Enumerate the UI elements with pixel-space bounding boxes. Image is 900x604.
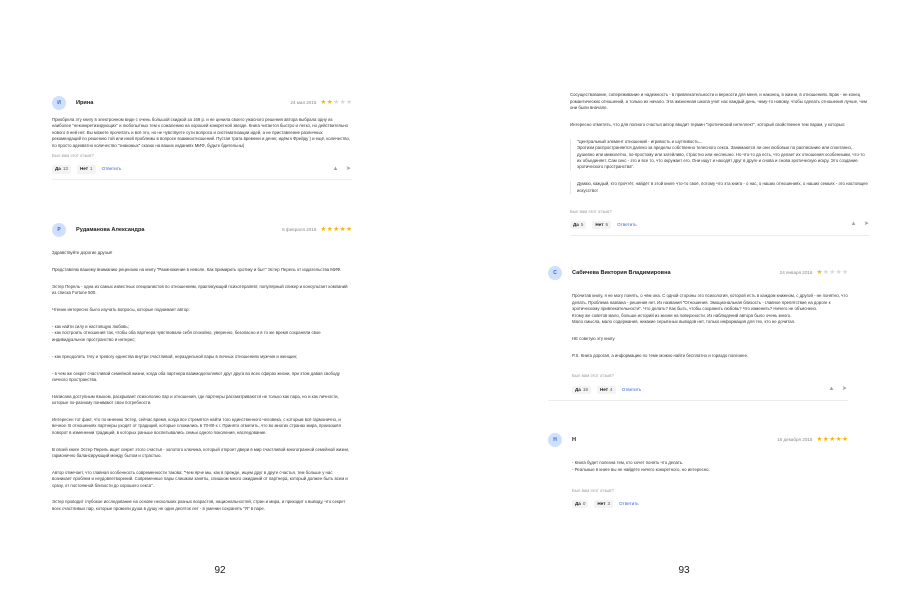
vote-yes-button[interactable] xyxy=(570,221,586,229)
vote-no-label: Нет xyxy=(79,166,89,172)
review-paragraph: В своей книге Эстер Перель ищет секрет этого счастья - золотого ключика, который откроет двери в мир счастливой многогранной семейной жизни, гармонично балансирующий между бытом и страстью. xyxy=(52,446,350,458)
review-paragraph: P.S. Книга дорогая, а информацию по теме можно найти бесплатно и гораздо полезнее. xyxy=(572,352,749,358)
review-card-4 xyxy=(548,432,848,510)
review-footer xyxy=(548,384,848,396)
review-header xyxy=(548,265,848,281)
review-author[interactable]: Н xyxy=(572,436,577,443)
reply-link[interactable]: Ответить xyxy=(101,166,122,172)
divider xyxy=(52,179,352,180)
review-paragraph: Представляю вашему вниманию рецензию на книгу "Размножение в неволе. Как примирить эротику и быт" Эстер Перель от издательства МИФ. xyxy=(52,267,342,273)
helpful-prompt: Был вам этот отзыв? xyxy=(52,153,94,159)
rating-stars xyxy=(816,437,848,444)
page-number: 92 xyxy=(214,565,226,576)
vote-no-label: Нет xyxy=(595,221,604,227)
star-icon: ★ xyxy=(333,225,340,233)
review-body xyxy=(570,86,870,205)
footer-icons xyxy=(828,386,848,393)
review-quote: "Центральный элемент отношений - игривость и шутливость... Эротизм распространяется далеко за пределы собственно телесного секса. Занимаются ли они любовью по расписанию или спонтанно, душевно или мимолетно, по-простому или затейливо, страстно или неспешно. Но что-то да есть, что делает их отношения особенными, что-то их объединяет. Сам секс - это и все то, что окружает его. Они ищут и находят друг в друге и снова и снова эротическую искру. Это создание эротического пространства". xyxy=(570,139,870,171)
rating-stars xyxy=(816,270,848,277)
reply-link[interactable]: Ответить xyxy=(619,500,639,506)
star-icon: ★ xyxy=(835,435,842,443)
star-icon: ★ xyxy=(339,225,346,233)
review-body xyxy=(52,117,352,149)
review-header xyxy=(52,222,352,238)
footer-icons xyxy=(850,221,870,228)
page-number: 93 xyxy=(678,565,690,576)
vote-yes-count: 13 xyxy=(62,166,68,172)
star-icon: ★ xyxy=(842,435,848,443)
star-icon: ★ xyxy=(326,225,333,233)
thumb-icon[interactable]: ▲ xyxy=(828,386,835,393)
helpful-prompt: Был вам этот отзыв? xyxy=(572,487,614,493)
review-paragraph: Эстер проводит глубокое исследование на основе нескольких разных возрастов, национальностей, стран и мира, и приходит к выводу, что секрет всех счастливых пар, которые прожили душа в душу не один десяток лет - в умении сохранять "Я" в паре. xyxy=(52,499,346,511)
vote-yes-button[interactable] xyxy=(52,165,71,173)
review-body xyxy=(548,454,848,484)
review-footer xyxy=(570,219,870,231)
review-header xyxy=(52,95,352,111)
share-arrow-icon[interactable]: ➤ xyxy=(841,386,848,393)
review-date: 24 мая 2015 xyxy=(290,99,317,105)
star-icon: ★ xyxy=(816,435,823,443)
review-author[interactable]: Рудаманова Александра xyxy=(76,226,145,233)
thumb-icon[interactable]: ▲ xyxy=(850,221,857,228)
vote-no-button[interactable] xyxy=(77,165,96,173)
review-paragraph: Эстер Перель - одна из самых известных специалистов по отношениям, практикующий психотерапевт, популярный спикер и консультант компаний из списка Fortune 500. xyxy=(52,284,348,296)
review-paragraph: Интересен тот факт, что по мнению Эстер, сейчас время, когда все стремятся найти того единственного человека, с которым всё гармонично, и вечное. В отношениях партнеры уходят от традиций, которые сложились в 70-80-х г. Принято отметить, что во многих странах мира, произошёл поворот в изменении традиций, в которых раньше воспитывались семьи одного поколения, наследование. xyxy=(52,416,342,435)
review-paragraph: Автор отмечает, что главная особенность современности такова: "Чем ярче мы, как в прежде, ищем друг в друге счастья, тем больше у нас возникает проблем и неудовлетворений. Современные пары слишком заняты, слишком много ожиданий от партнера, который должен быть всем и сразу, от постоянной близости до хорошего секса". xyxy=(52,469,348,488)
review-author[interactable]: Сабичева Виктория Владимировна xyxy=(572,269,671,276)
vote-yes-button[interactable] xyxy=(572,500,588,508)
review-paragraph: Сосуществование, сопереживание и надежность - в привлекательности и верности для меня, и наконец, в жизни, в отношениях. Брак - не конец романтических отношений, а только их начало. Эта жизненная школа учит нас каждый день, чему-то новому, чтобы сделать отношения лучше, чем они были вначале. xyxy=(570,92,867,111)
avatar: Р xyxy=(52,223,66,237)
star-icon: ★ xyxy=(320,98,327,106)
vote-no-button[interactable] xyxy=(592,221,611,229)
helpful-prompt: Был вам этот отзыв? xyxy=(570,208,612,214)
star-icon: ★ xyxy=(835,268,842,276)
star-icon: ★ xyxy=(346,225,352,233)
rating-stars xyxy=(320,100,352,107)
right-page xyxy=(450,0,900,604)
review-paragraph: Интересно отметить, что для полного счастья автор вводит термин "эротический интеллект", который свойственен тем парам, у которых: xyxy=(570,122,846,128)
rating-stars xyxy=(320,227,352,234)
avatar: С xyxy=(548,266,562,280)
divider xyxy=(548,400,848,401)
review-footer xyxy=(52,163,352,175)
review-paragraph: НЕ советую эту книгу xyxy=(572,335,615,341)
star-icon: ★ xyxy=(320,225,327,233)
star-icon: ★ xyxy=(326,98,333,106)
star-icon: ★ xyxy=(822,268,829,276)
reply-link[interactable]: Ответить xyxy=(621,386,642,392)
star-icon: ★ xyxy=(346,98,352,106)
avatar: Н xyxy=(548,433,562,447)
vote-yes-count: 19 xyxy=(582,386,588,392)
vote-no-count: 3 xyxy=(607,500,611,506)
review-card-1 xyxy=(52,95,352,180)
vote-yes-label: Да xyxy=(55,166,61,172)
review-date: 8 февраля 2016 xyxy=(282,226,317,232)
share-arrow-icon[interactable]: ➤ xyxy=(863,221,870,228)
vote-no-label: Нет xyxy=(597,500,606,506)
review-body xyxy=(548,287,848,369)
vote-no-button[interactable] xyxy=(594,500,613,508)
review-date: 24 января 2016 xyxy=(779,269,813,275)
review-header xyxy=(548,432,848,448)
vote-yes-count: 0 xyxy=(582,500,586,506)
star-icon: ★ xyxy=(822,435,829,443)
star-icon: ★ xyxy=(816,268,823,276)
vote-yes-button[interactable] xyxy=(572,386,591,394)
review-card-2 xyxy=(52,222,352,523)
review-paragraph: Прочитав книгу, я не могу понять, о чём она. С одной стороны это психология, которой есть в каждом книжном, с другой - не понятно, что делать. Проблема названа - решения нет. Из названия "Отношения. Эмоциональная близость - главное препятствие на дороге к эротическому привлекательности". Что делать? Как быть, чтобы сохранить любовь? Что изменить? Ничего не объяснено. Ктому же советов мало, больше историй из жизни на поверхности. Из наблюдений автора было очень много. Мало смысла, мало содержания, никакие серьёзных выводов нет, только информация для тех, кто не дочитал. xyxy=(572,293,848,325)
star-icon: ★ xyxy=(842,268,848,276)
vote-yes-label: Да xyxy=(575,500,581,506)
star-icon: ★ xyxy=(829,435,836,443)
review-body xyxy=(52,244,352,523)
vote-yes-label: Да xyxy=(575,386,581,392)
review-date: 16 декабря 2015 xyxy=(777,436,813,442)
helpful-prompt: Был вам этот отзыв? xyxy=(572,373,614,379)
review-card-2-continued xyxy=(570,86,870,236)
star-icon: ★ xyxy=(829,268,836,276)
footer-icons xyxy=(332,166,352,173)
review-paragraph: - как найти силу и настоящую любовь; - как построить отношения так, чтобы оба партнера чувствовали себя спокойно, уверенно, безопасно и в то же время сохраняли свое индивидуальное пространство и интерес; xyxy=(52,324,321,342)
review-card-3 xyxy=(548,265,848,401)
vote-no-count: 5 xyxy=(605,221,609,227)
review-paragraph: Здравствуйте дорогие друзья! xyxy=(52,250,113,256)
share-arrow-icon[interactable]: ➤ xyxy=(345,165,352,172)
star-icon: ★ xyxy=(333,98,340,106)
avatar: И xyxy=(52,96,66,110)
vote-no-count: 4 xyxy=(610,386,613,392)
review-quote: Думаю, каждый, кто прочтёт, найдёт в этой книге что-то своё, потому что эта книга - о нас, о наших отношениях, о наших семьях - это настоящее искусство! xyxy=(570,181,870,194)
vote-yes-label: Да xyxy=(573,221,579,227)
vote-no-label: Нет xyxy=(599,386,609,392)
star-icon: ★ xyxy=(339,98,346,106)
vote-no-count: 1 xyxy=(90,166,93,172)
review-paragraph: - как преодолеть тягу и тревогу единства внутри счастливой, нераздельной пары в личных отношениях мужчин и женщин; xyxy=(52,353,298,359)
divider xyxy=(570,235,870,236)
review-author[interactable]: Ирина xyxy=(76,99,94,106)
review-paragraph: - в чем же секрет счастливой семейной жизни, когда оба партнера взаимодополняют друг друга во всех сферах жизни, при этом давая свободу личного пространства. xyxy=(52,370,340,382)
review-paragraph: Чтение интересно было изучать вопросы, которые поднимает автор: xyxy=(52,307,190,313)
review-paragraph: - Книга будет полезна тем, кто хочет понять что делать. - Реальные в книге вы не найдёте ничего конкретного, но интересно. xyxy=(572,460,710,472)
reply-link[interactable]: Ответить xyxy=(617,221,637,227)
vote-yes-count: 5 xyxy=(580,221,584,227)
review-footer xyxy=(548,498,848,510)
review-paragraph: Написана доступным языком, раскрывает психологию пар и отношения, где партнеры рассматриваются не только как пара, но и как личности, которые по-разному понимают свои потребности. xyxy=(52,393,339,406)
review-paragraph: Приобрела эту книгу в электронном виде с очень большой скидкой за 169 р. и не ценила своего ужасного решения автора выбрала одну из наиболее "неконкретизирующих" и любопытных тем к сожалению на хорошей конкретной звезде. Книга читается быстро и легко, но действительно нового в ней нет. Вы можете прочитать и всё это, но не чувствуете сути вопроса и систематизации идей, а не приставление различных рекомендаций по решению той или иной проблемы в вопросе взаимоотношений. Пустая трата времени и денег, идём к Фрейду ) и ещё, количество, по просто адекватно количество "знакомых" сказок на ваших изданиях МИФ, будьте бдительны) xyxy=(52,117,351,148)
vote-no-button[interactable] xyxy=(597,386,616,394)
thumb-icon[interactable]: ▲ xyxy=(332,165,339,172)
